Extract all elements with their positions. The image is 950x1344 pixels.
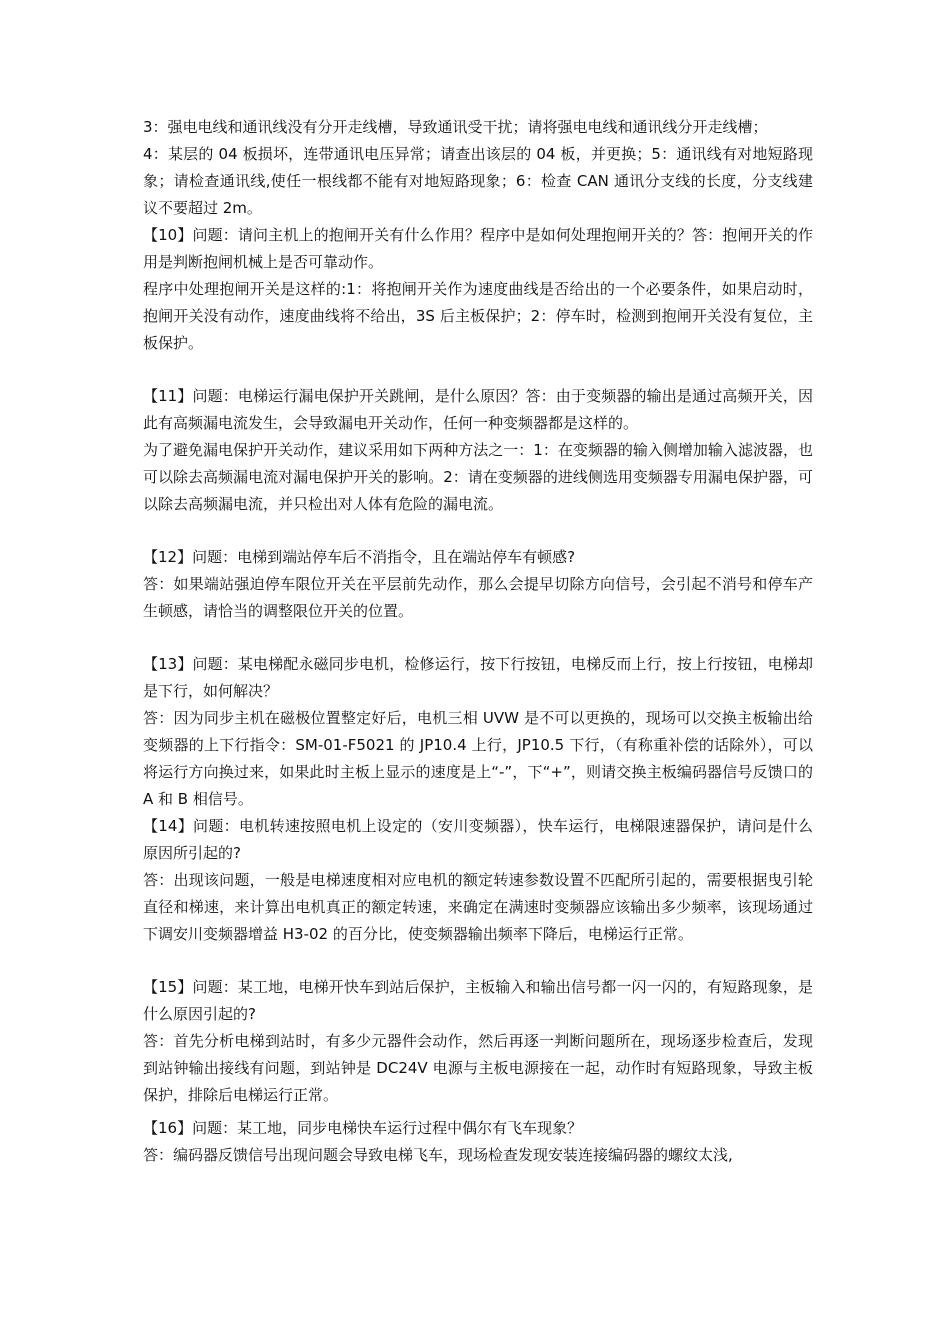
answer-10-detail: 程序中处理抱闸开关是这样的:1：将抱闸开关作为速度曲线是否给出的一个必要条件，如果启动时，抱闸开关没有动作，速度曲线将不给出，3S 后主板保护；2：停车时，检测到抱闸开关没有复位，主板保护。 [143, 280, 813, 352]
answer-15: 答：首先分析电梯到站时，有多少元器件会动作，然后再逐一判断问题所在，现场逐步检查后，发现到站钟输出接线有问题，到站钟是 DC24V 电源与主板电源接在一起，动作时有短路现象，导致主板保护，排除后电梯运行正常。 [143, 1032, 813, 1104]
question-14: 【14】问题：电机转速按照电机上设定的（安川变频器），快车运行，电梯限速器保护，请问是什么原因所引起的? [143, 817, 813, 862]
answer-14: 答：出现该问题，一般是电梯速度相对应电机的额定转速参数设置不匹配所引起的，需要根据曳引轮直径和梯速，来计算出电机真正的额定转速，来确定在满速时变频器应该输出多少频率，该现场通过下调安川变频器增益 H3-02 的百分比，使变频器输出频率下降后，电梯运行正常。 [143, 871, 813, 943]
question-10: 【10】问题：请问主机上的抱闸开关有什么作用？程序中是如何处理抱闸开关的？答：抱闸开关的作用是判断抱闸机械上是否可靠动作。 [143, 226, 813, 271]
question-16: 【16】问题：某工地，同步电梯快车运行过程中偶尔有飞车现象？ [143, 1119, 583, 1137]
paragraph-gap [143, 625, 813, 651]
question-13: 【13】问题：某电梯配永磁同步电机，检修运行，按下行按钮，电梯反而上行，按上行按钮，电梯却是下行，如何解决？ [143, 655, 813, 700]
answer-12: 答：如果端站强迫停车限位开关在平层前先动作，那么会提早切除方向信号，会引起不消号和停车产生顿感，请恰当的调整限位开关的位置。 [143, 575, 813, 620]
paragraph-gap [143, 357, 813, 383]
paragraph-gap [143, 948, 813, 974]
answer-11-detail: 为了避免漏电保护开关动作，建议采用如下两种方法之一：1：在变频器的输入侧增加输入滤波器，也可以除去高频漏电流对漏电保护开关的影响。2：请在变频器的进线侧选用变频器专用漏电保护器，可以除去高频漏电流，并只检出对人体有危险的漏电流。 [143, 441, 813, 513]
question-15: 【15】问题：某工地，电梯开快车到站后保护，主板输入和输出信号都一闪一闪的，有短路现象，是什么原因引起的? [143, 978, 813, 1023]
question-12: 【12】问题：电梯到端站停车后不消指令，且在端站停车有顿感? [143, 548, 576, 566]
answer-16: 答：编码器反馈信号出现问题会导致电梯飞车，现场检查发现安装连接编码器的螺纹太浅, [143, 1146, 733, 1164]
paragraph-item-4: 4：某层的 04 板损坏，连带通讯电压异常；请查出该层的 04 板，并更换；5：通讯线有对地短路现象；请检查通讯线,使任一根线都不能有对地短路现象；6：检查 CAN 通讯分支线的长度，分支线建议不要超过 2m。 [143, 145, 813, 217]
answer-13: 答：因为同步主机在磁极位置整定好后，电机三相 UVW 是不可以更换的，现场可以交换主板输出给变频器的上下行指令：SM-01-F5021 的 JP10.4 上行，JP10.5 下行，（有称重补偿的话除外），可以将运行方向换过来，如果此时主板上显示的速度是上“-”，下“+”，则请交换主板编码器信号反馈口的 A 和 B 相信号。 [143, 709, 813, 808]
paragraph-gap [143, 518, 813, 544]
question-11: 【11】问题：电梯运行漏电保护开关跳闸，是什么原因？答：由于变频器的输出是通过高频开关，因此有高频漏电流发生，会导致漏电开关动作，任何一种变频器都是这样的。 [143, 387, 813, 432]
document-body [143, 114, 813, 1169]
paragraph-item-3: 3：强电电线和通讯线没有分开走线槽，导致通讯受干扰；请将强电电线和通讯线分开走线槽； [143, 118, 768, 136]
